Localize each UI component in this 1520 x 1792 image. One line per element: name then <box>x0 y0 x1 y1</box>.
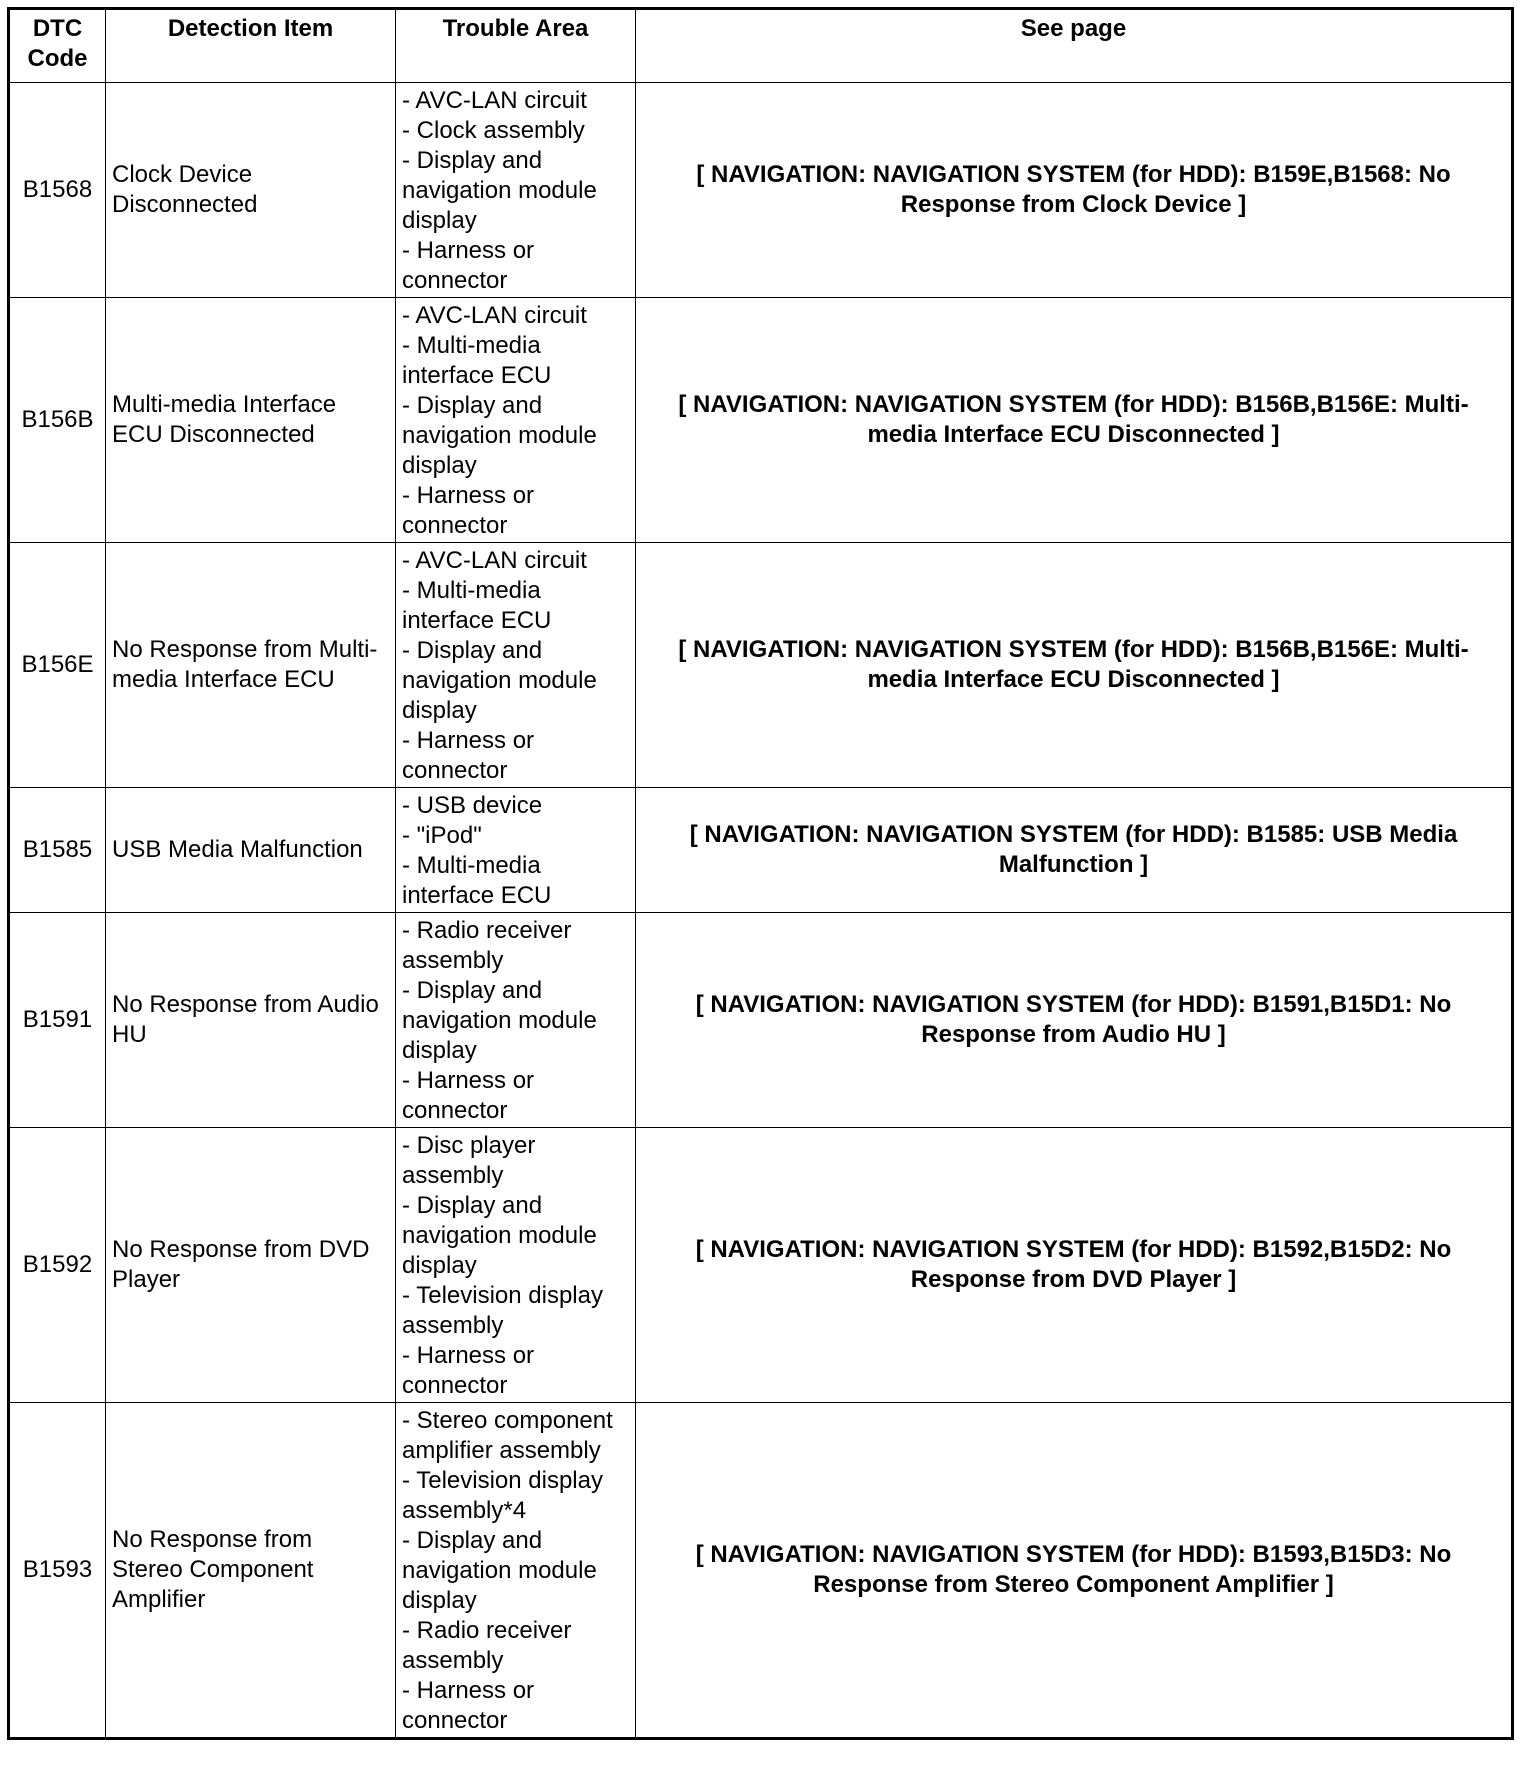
dtc-code-cell: B156E <box>9 543 106 788</box>
trouble-area-line: - Display and <box>402 1192 543 1219</box>
trouble-area-line: connector <box>402 1707 508 1734</box>
header-detection-item: Detection Item <box>106 9 396 83</box>
trouble-area-cell <box>396 298 636 543</box>
trouble-area-line: connector <box>402 757 508 784</box>
table-row <box>9 298 1513 543</box>
trouble-area-line: - Harness or <box>402 1067 535 1094</box>
see-page-link[interactable]: [ NAVIGATION: NAVIGATION SYSTEM (for HDD): B1585: USB Media Malfunction ] <box>636 788 1513 913</box>
detection-item-cell: Multi-media Interface ECU Disconnected <box>106 298 396 543</box>
see-page-link[interactable]: [ NAVIGATION: NAVIGATION SYSTEM (for HDD): B156B,B156E: Multi-media Interface ECU Disconnected ] <box>636 543 1513 788</box>
table-header <box>9 9 1513 83</box>
dtc-code-cell: B1592 <box>9 1128 106 1403</box>
trouble-area-line: - Multi-media <box>402 577 541 604</box>
trouble-area-line: - AVC-LAN circuit <box>402 302 587 329</box>
trouble-area-line: connector <box>402 1097 508 1124</box>
dtc-code-cell: B1591 <box>9 913 106 1128</box>
trouble-area-line: navigation module <box>402 1557 597 1584</box>
header-see-page: See page <box>636 9 1513 83</box>
header-row <box>9 9 1513 83</box>
trouble-area-line: - Harness or <box>402 237 535 264</box>
trouble-area-line: - Multi-media <box>402 852 541 879</box>
detection-item-cell: USB Media Malfunction <box>106 788 396 913</box>
trouble-area-line: - Display and <box>402 977 543 1004</box>
trouble-area-line: - Display and <box>402 1527 543 1554</box>
header-trouble-area: Trouble Area <box>396 9 636 83</box>
table-row <box>9 1403 1513 1739</box>
trouble-area-line: interface ECU <box>402 362 552 389</box>
table-row <box>9 543 1513 788</box>
trouble-area-line: navigation module <box>402 1222 597 1249</box>
trouble-area-line: navigation module <box>402 422 597 449</box>
table-row <box>9 788 1513 913</box>
table-body <box>9 83 1513 1739</box>
trouble-area-line: navigation module <box>402 1007 597 1034</box>
trouble-area-line: - "iPod" <box>402 822 482 849</box>
trouble-area-line: display <box>402 697 477 724</box>
trouble-area-cell <box>396 1403 636 1739</box>
dtc-code-cell: B1585 <box>9 788 106 913</box>
trouble-area-line: assembly <box>402 1162 504 1189</box>
trouble-area-line: amplifier assembly <box>402 1437 601 1464</box>
trouble-area-line: - Harness or <box>402 1342 535 1369</box>
trouble-area-line: assembly*4 <box>402 1497 527 1524</box>
dtc-code-cell: B1593 <box>9 1403 106 1739</box>
trouble-area-line: - Stereo component <box>402 1407 613 1434</box>
table-row <box>9 83 1513 298</box>
trouble-area-line: - Harness or <box>402 482 535 509</box>
trouble-area-line: - Display and <box>402 392 543 419</box>
detection-item-cell: Clock Device Disconnected <box>106 83 396 298</box>
trouble-area-line: - Multi-media <box>402 332 541 359</box>
trouble-area-line: assembly <box>402 947 504 974</box>
detection-item-cell: No Response from Audio HU <box>106 913 396 1128</box>
table-row <box>9 913 1513 1128</box>
trouble-area-line: assembly <box>402 1647 504 1674</box>
trouble-area-line: - Radio receiver <box>402 1617 572 1644</box>
trouble-area-line: display <box>402 452 477 479</box>
trouble-area-line: - Harness or <box>402 727 535 754</box>
trouble-area-line: - AVC-LAN circuit <box>402 87 587 114</box>
trouble-area-line: - Display and <box>402 147 543 174</box>
header-dtc-code: DTC Code <box>9 9 106 83</box>
see-page-link[interactable]: [ NAVIGATION: NAVIGATION SYSTEM (for HDD): B159E,B1568: No Response from Clock Device ] <box>636 83 1513 298</box>
trouble-area-line: - Harness or <box>402 1677 535 1704</box>
trouble-area-line: display <box>402 1587 477 1614</box>
dtc-code-cell: B156B <box>9 298 106 543</box>
see-page-link[interactable]: [ NAVIGATION: NAVIGATION SYSTEM (for HDD): B1591,B15D1: No Response from Audio HU ] <box>636 913 1513 1128</box>
trouble-area-line: connector <box>402 1372 508 1399</box>
trouble-area-line: - AVC-LAN circuit <box>402 547 587 574</box>
dtc-table <box>7 7 1514 1740</box>
trouble-area-line: connector <box>402 512 508 539</box>
trouble-area-line: - Clock assembly <box>402 117 585 144</box>
see-page-link[interactable]: [ NAVIGATION: NAVIGATION SYSTEM (for HDD): B1592,B15D2: No Response from DVD Player ] <box>636 1128 1513 1403</box>
trouble-area-line: - Television display <box>402 1467 603 1494</box>
trouble-area-line: display <box>402 1252 477 1279</box>
trouble-area-line: assembly <box>402 1312 504 1339</box>
trouble-area-line: interface ECU <box>402 882 552 909</box>
trouble-area-cell <box>396 83 636 298</box>
trouble-area-line: - Disc player <box>402 1132 536 1159</box>
trouble-area-line: connector <box>402 267 508 294</box>
see-page-link[interactable]: [ NAVIGATION: NAVIGATION SYSTEM (for HDD): B156B,B156E: Multi-media Interface ECU Disconnected ] <box>636 298 1513 543</box>
trouble-area-line: - Radio receiver <box>402 917 572 944</box>
trouble-area-line: display <box>402 1037 477 1064</box>
trouble-area-line: - Display and <box>402 637 543 664</box>
detection-item-cell: No Response from Multi-media Interface ECU <box>106 543 396 788</box>
detection-item-cell: No Response from Stereo Component Amplifier <box>106 1403 396 1739</box>
see-page-link[interactable]: [ NAVIGATION: NAVIGATION SYSTEM (for HDD): B1593,B15D3: No Response from Stereo Component Amplifier ] <box>636 1403 1513 1739</box>
trouble-area-line: navigation module <box>402 667 597 694</box>
trouble-area-cell <box>396 543 636 788</box>
trouble-area-line: - Television display <box>402 1282 603 1309</box>
trouble-area-line: interface ECU <box>402 607 552 634</box>
trouble-area-cell <box>396 913 636 1128</box>
table-row <box>9 1128 1513 1403</box>
trouble-area-line: navigation module <box>402 177 597 204</box>
trouble-area-cell <box>396 1128 636 1403</box>
trouble-area-cell <box>396 788 636 913</box>
dtc-code-cell: B1568 <box>9 83 106 298</box>
trouble-area-line: - USB device <box>402 792 543 819</box>
detection-item-cell: No Response from DVD Player <box>106 1128 396 1403</box>
trouble-area-line: display <box>402 207 477 234</box>
